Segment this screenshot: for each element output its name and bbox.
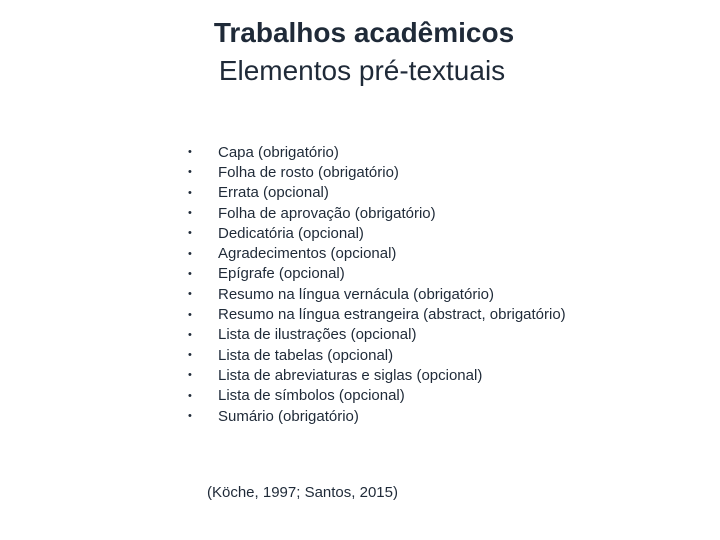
list-item	[188, 162, 566, 182]
bullet-icon: •	[188, 369, 192, 382]
list-item	[188, 223, 566, 243]
list-item	[188, 243, 566, 263]
list-item	[188, 142, 566, 162]
bullet-icon: •	[188, 186, 192, 199]
list-item-text: Folha de aprovação (obrigatório)	[218, 204, 436, 222]
list-item-text: Resumo na língua vernácula (obrigatório)	[218, 285, 494, 303]
bullet-icon: •	[188, 207, 192, 220]
citation: (Köche, 1997; Santos, 2015)	[207, 484, 398, 501]
list-item	[188, 345, 566, 365]
list-item-text: Errata (opcional)	[218, 184, 329, 202]
bullet-icon: •	[188, 247, 192, 260]
list-item	[188, 183, 566, 203]
list-item	[188, 264, 566, 284]
title-line-1: Trabalhos acadêmicos	[213, 17, 515, 48]
list-item	[188, 325, 566, 345]
list-item-text: Capa (obrigatório)	[218, 143, 339, 161]
list-item	[188, 304, 566, 324]
bullet-icon: •	[188, 267, 192, 280]
bullet-icon: •	[188, 389, 192, 402]
list-item-text: Folha de rosto (obrigatório)	[218, 163, 399, 181]
list-item-text: Lista de abreviaturas e siglas (opcional)	[218, 366, 483, 384]
pretextual-elements-list	[188, 142, 566, 426]
list-item	[188, 406, 566, 426]
bullet-icon: •	[188, 349, 192, 362]
list-item-text: Dedicatória (opcional)	[218, 224, 364, 242]
list-item	[188, 203, 566, 223]
title-line-2: Elementos pré-textuais	[218, 55, 506, 86]
list-item-text: Resumo na língua estrangeira (abstract, obrigatório)	[218, 306, 566, 324]
slide-title	[0, 14, 720, 90]
list-item-text: Lista de tabelas (opcional)	[218, 346, 394, 364]
bullet-icon: •	[188, 227, 192, 240]
list-item-text: Lista de ilustrações (opcional)	[218, 326, 417, 344]
bullet-icon: •	[188, 288, 192, 301]
list-item	[188, 284, 566, 304]
bullet-icon: •	[188, 146, 192, 159]
bullet-icon: •	[188, 328, 192, 341]
list-item	[188, 386, 566, 406]
list-item-text: Sumário (obrigatório)	[218, 407, 359, 425]
bullet-icon: •	[188, 166, 192, 179]
list-item-text: Agradecimentos (opcional)	[218, 245, 397, 263]
bullet-icon: •	[188, 308, 192, 321]
list-item-text: Epígrafe (opcional)	[218, 265, 345, 283]
list-item	[188, 365, 566, 385]
list-item-text: Lista de símbolos (opcional)	[218, 387, 405, 405]
bullet-icon: •	[188, 410, 192, 422]
